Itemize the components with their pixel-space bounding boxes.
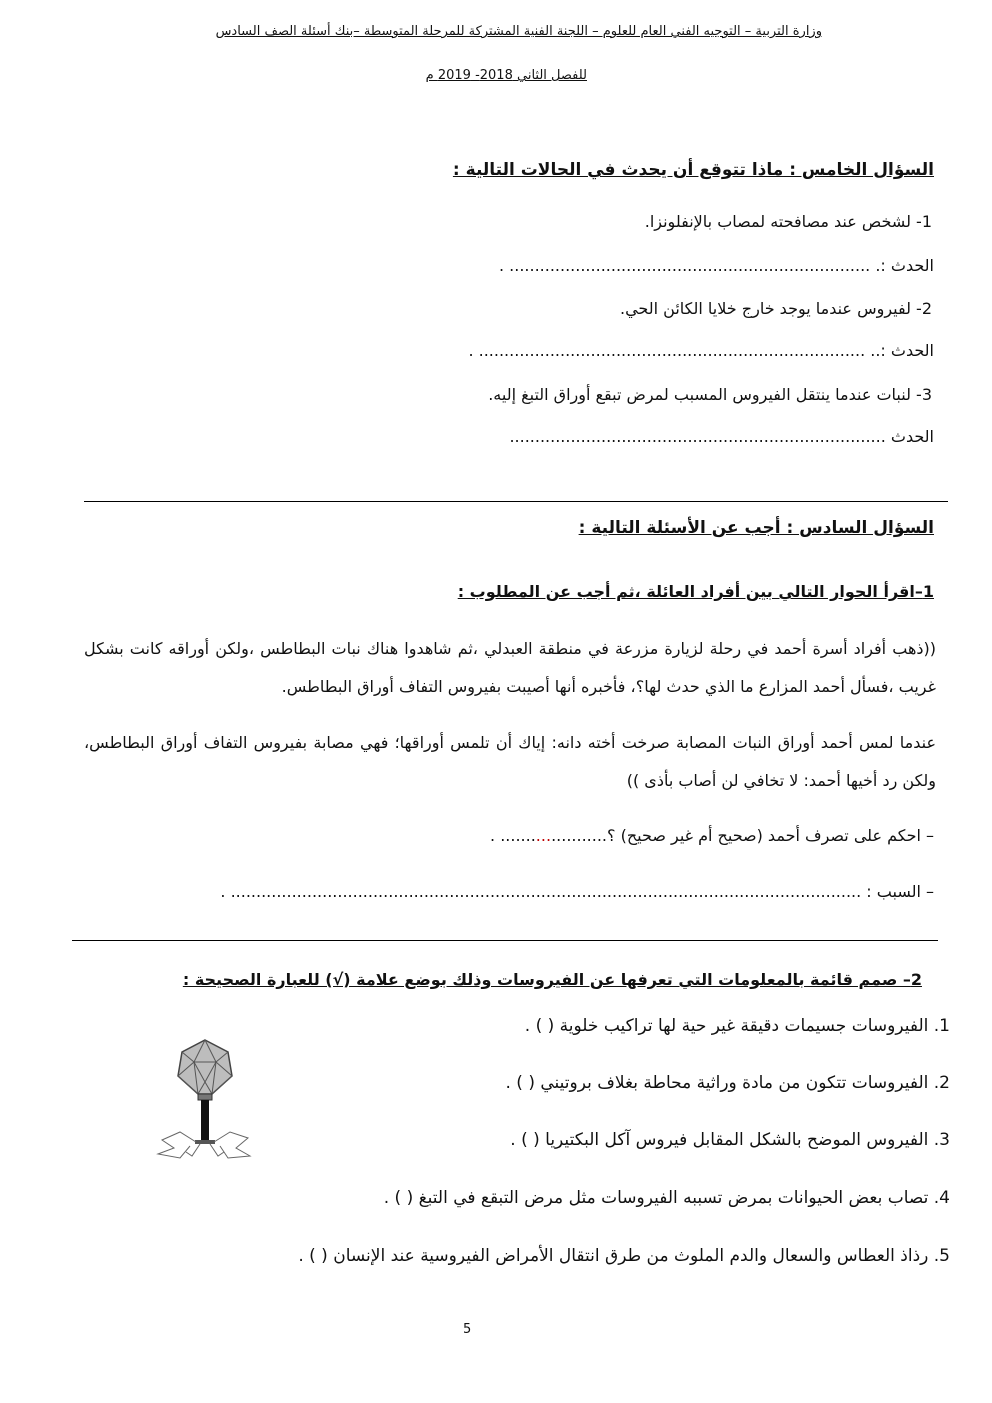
q5-item-3: 3- لنبات عندما ينتقل الفيروس المسبب لمرض تبقع أوراق التبغ إليه. <box>488 385 932 404</box>
tf-item-2[interactable]: 2. الفيروسات تتكون من مادة وراثية محاطة بغلاف بروتيني ( ) . <box>505 1073 950 1093</box>
header-line-1: وزارة التربية – التوجيه الفني العام للعلوم – اللجنة الفنية المشتركة للمرحلة المتوسطة –بنك أسئلة الصف السادس <box>215 24 822 39</box>
q5-item-1: 1- لشخص عند مصافحته لمصاب بالإنفلونزا. <box>644 212 932 231</box>
divider-1 <box>84 501 948 502</box>
q6-sub2-title: 2– صمم قائمة بالمعلومات التي تعرفها عن الفيروسات وذلك بوضع علامة (√) للعبارة الصحيحة : <box>182 970 922 989</box>
tf-item-1[interactable]: 1. الفيروسات جسيمات دقيقة غير حية لها تراكيب خلوية ( ) . <box>524 1016 950 1036</box>
divider-2 <box>72 940 938 941</box>
bacteriophage-icon <box>150 1032 260 1162</box>
q6-reason[interactable]: – السبب : ............................................................................................................................ . <box>220 882 934 901</box>
q6-judge-text: – احكم على تصرف أحمد (صحيح أم غير صحيح) ؟. <box>601 826 934 845</box>
q6-judge-dots-b: ....... . <box>490 826 536 845</box>
q6-sub1-title: 1–اقرأ الحوار التالي بين أفراد العائلة ،ثم أجب عن المطلوب : <box>457 582 934 601</box>
tf-item-5[interactable]: 5. رذاذ العطاس والسعال والدم الملوث من طرق انتقال الأمراض الفيروسية عند الإنسان ( ) . <box>298 1246 950 1266</box>
page-number: 5 <box>463 1322 472 1337</box>
q6-judge-dots-a: .......... <box>551 826 602 845</box>
q5-item-2: 2- لفيروس عندما يوجد خارج خلايا الكائن الحي. <box>620 299 932 318</box>
q6-judge-question[interactable] <box>490 826 934 845</box>
tf-item-4[interactable]: 4. تصاب بعض الحيوانات بمرض تسببه الفيروسات مثل مرض التبقع في التبغ ( ) . <box>383 1188 950 1208</box>
header-line-2: للفصل الثاني 2018- 2019 م <box>425 68 587 83</box>
q5-answer-3[interactable]: الحدث .......................................................................... <box>509 427 934 446</box>
q6-title: السؤال السادس : أجب عن الأسئلة التالية : <box>578 518 934 538</box>
q5-answer-2[interactable]: الحدث :.. ............................................................................ . <box>468 341 934 360</box>
q5-title: السؤال الخامس : ماذا تتوقع أن يحدث في الحالات التالية : <box>452 160 934 180</box>
tf-item-3[interactable]: 3. الفيروس الموضح بالشكل المقابل فيروس آكل البكتيريا ( ) . <box>510 1130 950 1150</box>
q6-paragraph-1: ((ذهب أفراد أسرة أحمد في رحلة لزيارة مزرعة في منطقة العبدلي ،ثم شاهدوا هناك نبات البطاطس ،ولكن أوراقه كانت بشكل غريب ،فسأل أحمد المزارع ما الذي حدث لها؟، فأخبره أنها أصيبت بفيروس التفاف أوراق البطاطس. <box>84 639 936 696</box>
q5-answer-1[interactable]: الحدث :. ....................................................................... . <box>498 256 934 275</box>
q6-judge-dots-red: ... <box>535 826 552 845</box>
q6-paragraph-2: عندما لمس أحمد أوراق النبات المصابة صرخت أخته دانه: إياك أن تلمس أوراقها؛ فهي مصابة بفيروس التفاف أوراق البطاطس، ولكن رد أخيها أحمد: لا تخافي لن أصاب بأذى )) <box>84 733 936 790</box>
